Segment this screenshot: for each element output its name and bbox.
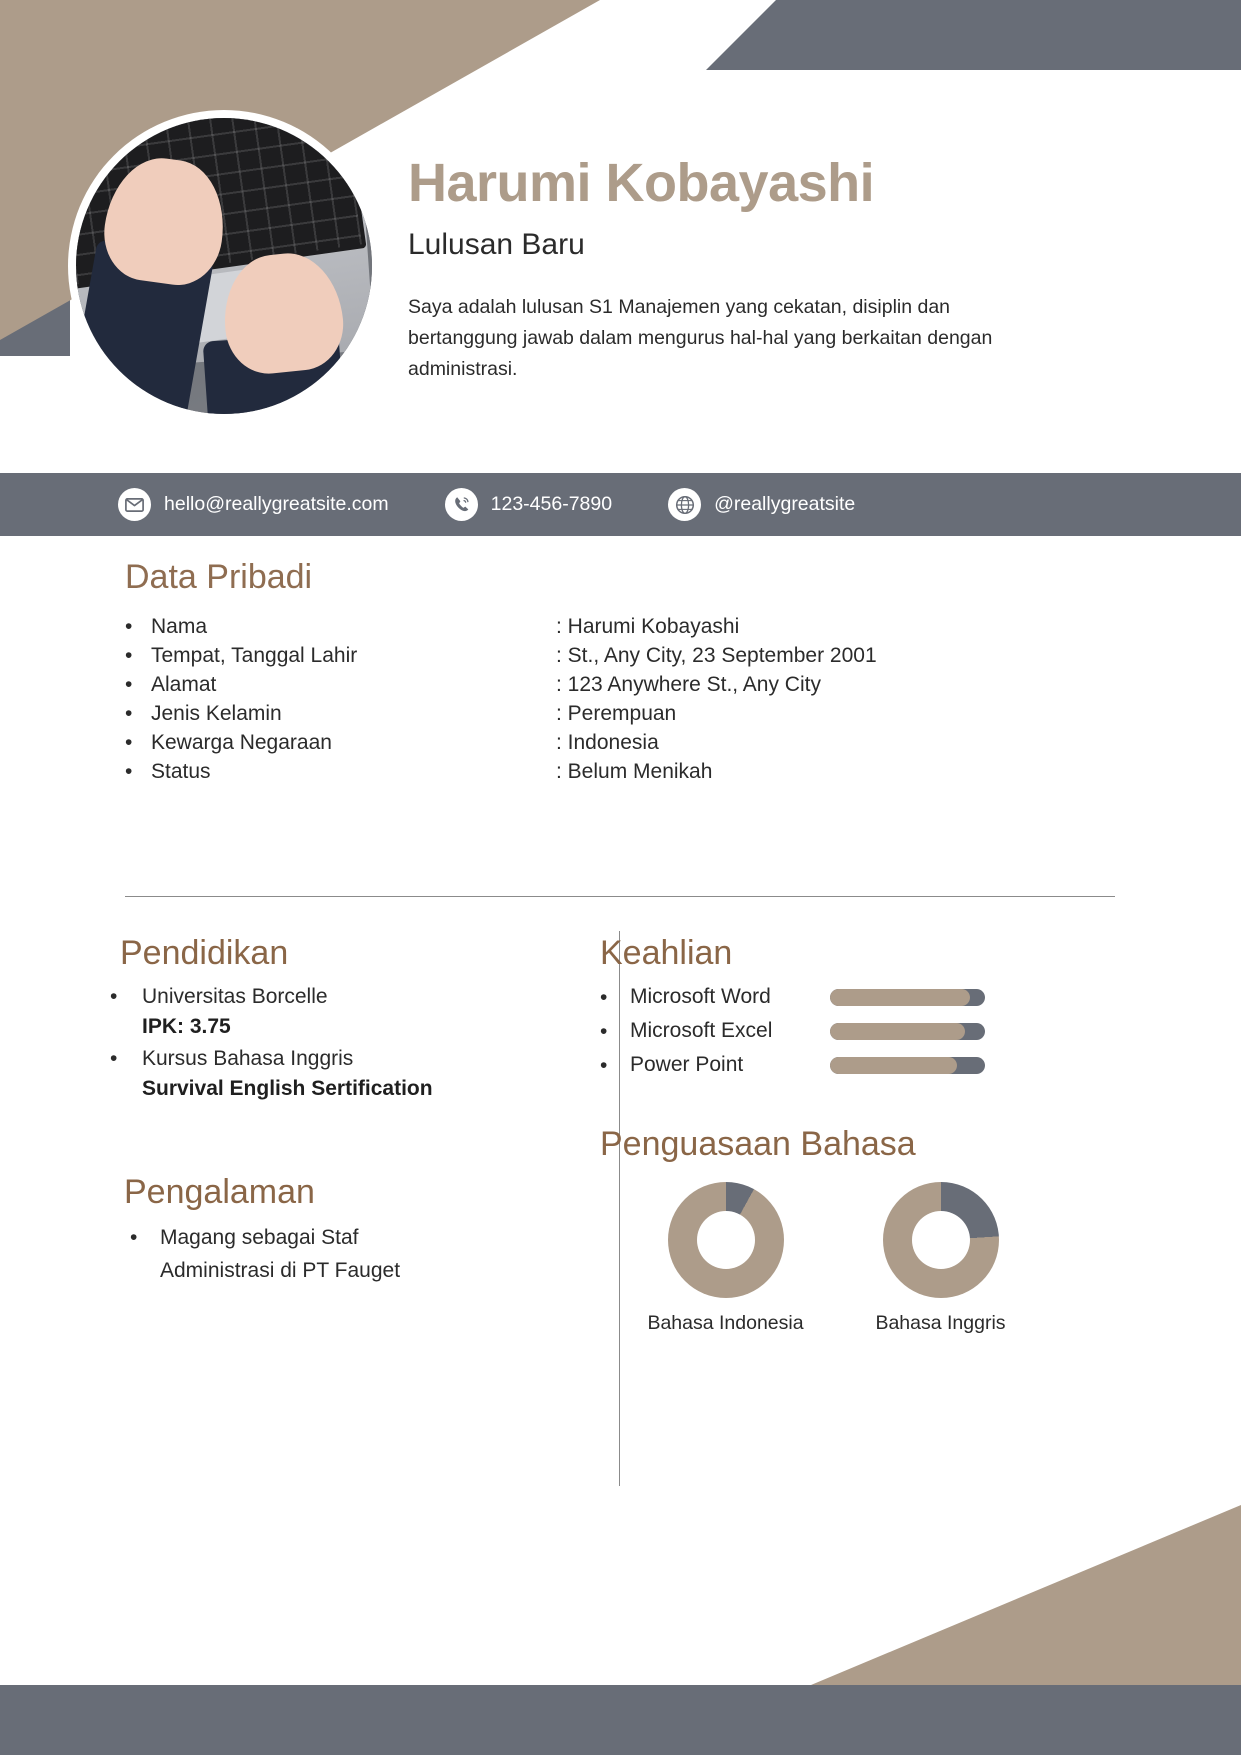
data-pribadi-row [125,702,1125,726]
pengalaman-text: Magang sebagai Staf Administrasi di PT Fauget [160,1226,401,1282]
skill-progress-fill [830,1057,957,1074]
bullet-icon: • [110,1047,118,1070]
page-title: Harumi Kobayashi [408,153,875,213]
header [0,0,1241,523]
profile-summary: Saya adalah lulusan S1 Manajemen yang cekatan, disiplin dan bertanggung jawab dalam mengurus hal-hal yang berkaitan dengan administrasi. [408,295,993,381]
data-pribadi-value: : Belum Menikah [556,760,713,783]
avatar [68,110,380,422]
skill-progress-fill [830,1023,965,1040]
keahlian-list [600,985,1120,1077]
language-donut-charts [600,1182,1120,1335]
section-data-pribadi [125,558,1125,789]
data-pribadi-row [125,615,1125,639]
skill-row [600,1053,1120,1077]
job-title: Lulusan Baru [408,227,585,261]
donut-chart [883,1182,999,1298]
bullet-icon: • [125,673,133,696]
data-pribadi-label: Alamat [151,673,217,696]
deco-bottom-tan-triangle [811,1505,1241,1685]
bullet-icon: • [600,1053,608,1077]
contact-website[interactable] [668,488,855,521]
skill-progress-bar [830,1057,985,1074]
bullet-icon: • [125,644,133,667]
contact-email[interactable] [118,488,389,521]
pendidikan-item [110,985,580,1039]
pendidikan-item [110,1047,580,1101]
pendidikan-list [110,985,580,1101]
pengalaman-heading: Pengalaman [124,1173,315,1211]
contact-website-text: @reallygreatsite [714,493,856,515]
horizontal-divider [125,896,1115,897]
skill-label: Microsoft Word [630,985,771,1008]
bullet-icon: • [125,702,133,725]
contact-email-text: hello@reallygreatsite.com [164,493,389,515]
data-pribadi-heading: Data Pribadi [125,558,313,596]
skill-row [600,1019,1120,1043]
skill-row [600,985,1120,1009]
donut-chart-cell [638,1182,813,1335]
penguasaan-bahasa-heading: Penguasaan Bahasa [600,1125,916,1163]
data-pribadi-label: Kewarga Negaraan [151,731,332,754]
data-pribadi-label: Status [151,760,211,783]
data-pribadi-value: : Perempuan [556,702,677,725]
data-pribadi-row [125,760,1125,784]
contact-bar [0,473,1241,536]
section-pengalaman [110,1173,580,1287]
globe-icon [668,488,701,521]
data-pribadi-label: Tempat, Tanggal Lahir [151,644,358,667]
data-pribadi-label: Nama [151,615,208,638]
data-pribadi-label: Jenis Kelamin [151,702,282,725]
header-text [408,155,1048,385]
data-pribadi-row [125,731,1125,755]
bullet-icon: • [125,760,133,783]
pendidikan-institution: Kursus Bahasa Inggris [142,1047,354,1070]
pengalaman-item [130,1222,580,1287]
donut-chart-cell [853,1182,1028,1335]
bullet-icon: • [130,1226,138,1249]
skill-progress-bar [830,1023,985,1040]
phone-icon [445,488,478,521]
bullet-icon: • [600,1019,608,1043]
donut-chart [668,1182,784,1298]
data-pribadi-list [125,615,1125,784]
contact-phone[interactable] [445,488,612,521]
right-column [600,934,1120,1335]
data-pribadi-value: : 123 Anywhere St., Any City [556,673,821,696]
donut-chart-label: Bahasa Inggris [875,1312,1006,1334]
pendidikan-detail: IPK: 3.75 [142,1015,231,1038]
bullet-icon: • [110,985,118,1008]
data-pribadi-value: : Harumi Kobayashi [556,615,740,638]
keahlian-heading: Keahlian [600,934,733,972]
pengalaman-list [124,1222,580,1287]
data-pribadi-row [125,644,1125,668]
contact-phone-text: 123-456-7890 [490,493,613,515]
skill-label: Microsoft Excel [630,1019,773,1042]
avatar-photo [76,118,372,414]
bullet-icon: • [600,985,608,1009]
left-column [110,934,580,1287]
deco-bottom-gray-bar [0,1685,1241,1755]
skill-progress-fill [830,989,970,1006]
data-pribadi-row [125,673,1125,697]
data-pribadi-value: : Indonesia [556,731,659,754]
envelope-icon [118,488,151,521]
pendidikan-heading: Pendidikan [120,934,289,972]
data-pribadi-value: : St., Any City, 23 September 2001 [556,644,877,667]
bullet-icon: • [125,615,133,638]
skill-label: Power Point [630,1053,744,1076]
skill-progress-bar [830,989,985,1006]
pendidikan-institution: Universitas Borcelle [142,985,328,1008]
pendidikan-detail: Survival English Sertification [142,1077,433,1100]
bullet-icon: • [125,731,133,754]
donut-chart-label: Bahasa Indonesia [647,1312,804,1334]
